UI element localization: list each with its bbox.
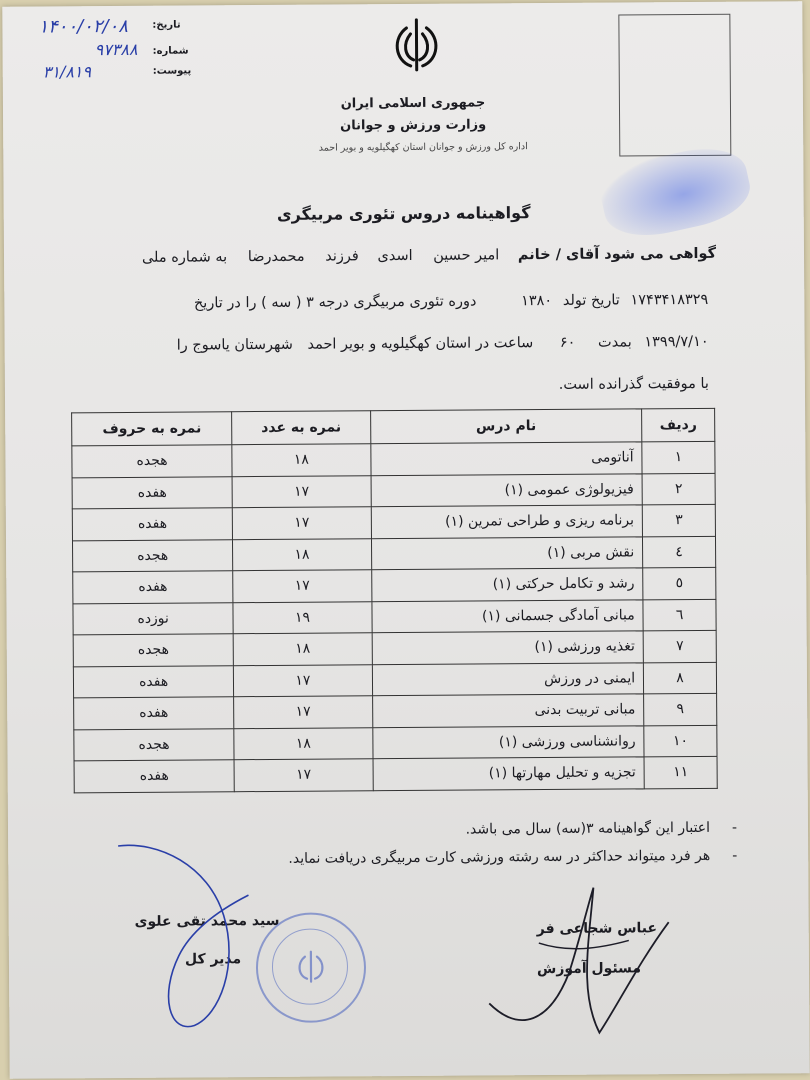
body-line-3 xyxy=(177,334,709,354)
course-name: روانشناسی ورزشی (۱) xyxy=(372,725,644,758)
course-name: برنامه ریزی و طراحی تمرین (۱) xyxy=(371,505,643,538)
signer-right-name: عباس شجاعی فر xyxy=(536,920,658,938)
note-max-fields: هر فرد میتواند حداکثر در سه رشته ورزشی کارت مربیگری دریافت نماید. xyxy=(288,847,711,867)
grades-table xyxy=(71,408,718,793)
header-grade-number: نمره به عدد xyxy=(232,411,371,445)
grade-number: ۱۷ xyxy=(233,570,372,602)
course-name: فیزیولوژی عمومی (۱) xyxy=(371,473,643,506)
org-line-2: وزارت ورزش و جوانان xyxy=(340,117,487,134)
grade-words: هفده xyxy=(74,760,234,793)
duration: ۶۰ xyxy=(559,334,576,351)
row-number: ۸ xyxy=(644,662,717,694)
course-name: آناتومی xyxy=(370,442,642,475)
grade-words: هفده xyxy=(72,508,232,541)
note-validity: اعتبار این گواهینامه ۳(سه) سال می باشد. xyxy=(465,819,711,838)
first-name: امیر حسین xyxy=(433,247,500,264)
attachment-label: پیوست: xyxy=(152,65,192,77)
course-name: ایمنی در ورزش xyxy=(372,662,644,695)
note-bullet-2: - xyxy=(732,847,738,864)
table-row xyxy=(72,441,715,477)
grade-words: هفده xyxy=(73,571,233,604)
grade-number: ۱۷ xyxy=(234,696,373,728)
course-name: تغذیه ورزشی (۱) xyxy=(372,631,644,664)
grade-number: ۱۹ xyxy=(233,601,372,633)
grades-table-body xyxy=(72,441,717,792)
left-signature-scribble-icon xyxy=(98,835,259,1036)
course-date: ۱۳۹۹/۷/۱۰ xyxy=(644,333,709,351)
course-name: نقش مربی (۱) xyxy=(371,536,643,569)
grade-words: هفده xyxy=(73,665,233,698)
table-row xyxy=(72,504,715,540)
birth-year-label: تاریخ تولد xyxy=(562,292,620,309)
body-line-1 xyxy=(142,246,716,266)
grade-number: ۱۸ xyxy=(233,538,372,570)
note-bullet-1: - xyxy=(731,819,738,836)
row-number: ۹ xyxy=(644,693,717,725)
course-name: مبانی آمادگی جسمانی (۱) xyxy=(372,599,644,632)
intro-text: گواهی می شود آقای / خانم xyxy=(517,245,717,264)
grade-words: هجده xyxy=(73,634,233,667)
grade-number: ۱۷ xyxy=(234,759,373,791)
duration-label: بمدت xyxy=(597,334,632,351)
closing-text: با موفقیت گذرانده است. xyxy=(558,375,709,393)
row-number: ۱۰ xyxy=(644,725,717,757)
grade-number: ۱۸ xyxy=(234,727,373,759)
header-course-name: نام درس xyxy=(370,409,642,444)
course-text: دوره تئوری مربیگری درجه ۳ ( سه ) را در تاریخ xyxy=(193,293,477,312)
course-name: تجزیه و تحلیل مهارتها (۱) xyxy=(373,757,645,790)
row-number: ۱ xyxy=(642,441,715,473)
row-number: ٥ xyxy=(643,567,716,599)
table-row xyxy=(73,662,716,698)
header-row-number: ردیف xyxy=(642,408,715,442)
grade-number: ۱۸ xyxy=(232,444,371,476)
table-header-row xyxy=(72,408,715,445)
last-name: اسدی xyxy=(377,247,413,265)
certificate-sheet xyxy=(2,1,809,1079)
grade-words: هجده xyxy=(72,539,232,572)
date-label: تاریخ: xyxy=(152,19,181,31)
row-number: ٤ xyxy=(643,536,716,568)
signer-right-title: مسئول آموزش xyxy=(536,960,642,978)
grade-words: هفده xyxy=(72,476,232,509)
birth-year: ۱۳۸۰ xyxy=(520,292,553,310)
org-line-1: جمهوری اسلامی ایران xyxy=(340,95,486,112)
grade-number: ۱۷ xyxy=(234,664,373,696)
attachment-value: ۳۱/۸۱۹ xyxy=(42,62,92,82)
photo-placeholder xyxy=(618,14,731,157)
table-row xyxy=(74,693,717,729)
table-row xyxy=(73,630,716,666)
course-name: مبانی تربیت بدنی xyxy=(372,694,644,727)
national-id: ۱۷۴۳۴۱۸۳۲۹ xyxy=(630,291,709,309)
table-row xyxy=(72,536,715,572)
number-label: شماره: xyxy=(152,45,189,57)
grade-words: هجده xyxy=(74,728,234,761)
org-line-3: اداره کل ورزش و جوانان استان کهگیلویه و بویر احمد xyxy=(318,141,528,154)
iran-emblem-icon xyxy=(386,14,446,76)
number-value: ۹۷۳۸۸ xyxy=(94,39,138,60)
grade-number: ۱۸ xyxy=(233,633,372,665)
national-id-label: به شماره ملی xyxy=(141,249,228,266)
table-row xyxy=(73,567,716,603)
row-number: ۱۱ xyxy=(644,756,717,788)
right-signature-scribble-icon xyxy=(478,882,679,1043)
row-number: ٦ xyxy=(643,599,716,631)
row-number: ۷ xyxy=(643,630,716,662)
grade-words: نوزده xyxy=(73,602,233,635)
row-number: ۲ xyxy=(642,473,715,505)
table-row xyxy=(73,599,716,635)
signer-left-name: سید محمد تقی علوی xyxy=(134,912,280,930)
signer-left-title: مدیر کل xyxy=(184,951,242,968)
row-number: ۳ xyxy=(642,504,715,536)
grade-number: ۱۷ xyxy=(232,475,371,507)
location-text: ساعت در استان کهگیلویه و بویر احمد xyxy=(307,335,534,353)
course-name: رشد و تکامل حرکتی (۱) xyxy=(371,568,643,601)
grade-words: هجده xyxy=(72,445,232,478)
table-row xyxy=(74,725,717,761)
child-of-label: فرزند xyxy=(325,248,359,265)
header-grade-words: نمره به حروف xyxy=(72,412,233,446)
date-value: ۱۴۰۰/۰۲/۰۸ xyxy=(38,15,128,38)
city-text: شهرستان یاسوج را xyxy=(176,336,293,354)
official-round-stamp-icon xyxy=(256,912,367,1023)
body-line-2 xyxy=(194,292,709,312)
table-row xyxy=(72,473,715,509)
father-name: محمدرضا xyxy=(247,248,305,266)
table-row xyxy=(74,756,717,792)
grade-words: هفده xyxy=(74,697,234,730)
grade-number: ۱۷ xyxy=(233,507,372,539)
certificate-title: گواهینامه دروس تئوری مربیگری xyxy=(276,203,531,224)
